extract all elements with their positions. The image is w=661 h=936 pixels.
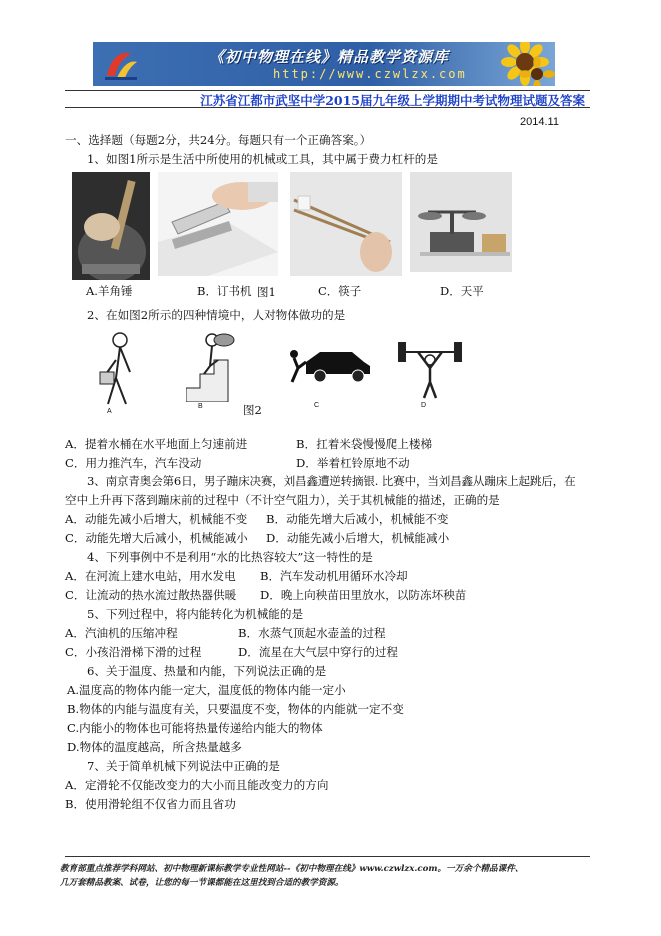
section-heading: 一、选择题（每题2分，共24分。每题只有一个正确答案。）: [65, 133, 372, 147]
q1-caption-d: D．天平: [440, 284, 484, 298]
figure-balance: [410, 172, 512, 272]
q1-caption-b: B．订书机: [197, 284, 252, 298]
q1-caption-c: C．筷子: [318, 284, 362, 298]
q3-option-a: A．动能先减小后增大，机械能不变: [65, 512, 248, 526]
q2-option-b: B．扛着米袋慢慢爬上楼梯: [296, 437, 433, 451]
question-4-stem: 4、下列事例中不是利用“水的比热容较大”这一特性的是: [87, 550, 373, 564]
q4-option-d: D．晚上向秧苗田里放水，以防冻坏秧苗: [260, 588, 467, 602]
q5-option-d: D．流星在大气层中穿行的过程: [238, 645, 399, 659]
footer-line-1: 教育部重点推荐学科网站、初中物理新课标教学专业性网站--《初中物理在线》www.czwlzx.com。一万余个精品课件、: [60, 864, 524, 874]
q2-panel-letter-a: A: [107, 408, 112, 415]
q2-figure-label: 图2: [243, 403, 262, 417]
q1-caption-a: A.羊角锤: [86, 284, 133, 298]
question-2-stem: 2、在如图2所示的四种情境中，人对物体做功的是: [87, 308, 346, 322]
question-5-stem: 5、下列过程中，将内能转化为机械能的是: [87, 607, 304, 621]
q5-option-c: C．小孩沿滑梯下滑的过程: [65, 645, 202, 659]
question-6-stem: 6、关于温度、热量和内能，下列说法正确的是: [87, 664, 327, 678]
q3-option-d: D．动能先减小后增大，机械能减小: [266, 531, 450, 545]
q2-option-d: D．举着杠铃原地不动: [296, 456, 410, 470]
header-banner: [93, 42, 555, 86]
q2-option-c: C．用力推汽车，汽车没动: [65, 456, 202, 470]
q2-option-a: A．提着水桶在水平地面上匀速前进: [65, 437, 248, 451]
hammer-photo-icon: [72, 172, 150, 280]
q6-option-d: D.物体的温度越高，所含热量越多: [67, 740, 242, 754]
figure-2b-climbing-stairs: [186, 332, 246, 402]
q7-option-a: A．定滑轮不仅能改变力的大小而且能改变力的方向: [65, 778, 329, 792]
figure-2d-holding-barbell: [396, 340, 464, 400]
banner-url[interactable]: http://www.czwlzx.com: [273, 67, 467, 81]
footer-line-2: 几万套精品教案、试卷，让您的每一节课都能在这里找到合适的教学资源。: [60, 878, 344, 888]
exam-date: 2014.11: [520, 116, 559, 128]
q1-figure-label: 图1: [257, 285, 276, 299]
chopsticks-photo-icon: [290, 172, 402, 276]
balance-photo-icon: [410, 172, 512, 272]
question-3-stem-line-1: 3、南京青奥会第6日，男子蹦床决赛，刘昌鑫遭逆转摘银. 比赛中，当刘昌鑫从蹦床上起跳后，在: [87, 474, 576, 488]
sunflower-icon: [519, 56, 555, 86]
q4-option-c: C．让流动的热水流过散热器供暖: [65, 588, 237, 602]
q7-option-b: B．使用滑轮组不仅省力而且省功: [65, 797, 236, 811]
figure-stapler: [158, 172, 278, 276]
q2-panel-letter-c: C: [314, 402, 320, 409]
stapler-photo-icon: [158, 172, 278, 276]
figure-2c-pushing-car: [286, 344, 372, 384]
document-title: 江苏省江都市武坚中学2015届九年级上学期期中考试物理试题及答案: [200, 93, 585, 108]
banner-title: 《初中物理在线》精品教学资源库: [209, 48, 450, 66]
site-logo-icon: [101, 46, 141, 82]
q6-option-c: C.内能小的物体也可能将热量传递给内能大的物体: [67, 721, 323, 735]
q3-option-b: B．动能先增大后减小，机械能不变: [266, 512, 449, 526]
q6-option-b: B.物体的内能与温度有关，只要温度不变，物体的内能就一定不变: [67, 702, 404, 716]
q6-option-a: A.温度高的物体内能一定大，温度低的物体内能一定小: [67, 683, 346, 697]
q3-option-c: C．动能先增大后减小，机械能减小: [65, 531, 248, 545]
figure-chopsticks: [290, 172, 402, 276]
footer-rule: [65, 856, 590, 857]
q2-panel-letter-d: D: [421, 402, 427, 409]
q5-option-a: A．汽油机的压缩冲程: [65, 626, 178, 640]
q4-option-a: A．在河流上建水电站，用水发电: [65, 569, 236, 583]
figure-claw-hammer: [72, 172, 150, 280]
q2-panel-letter-b: B: [198, 403, 203, 410]
figure-2a-carrying-bucket: [96, 330, 144, 420]
question-3-stem-line-2: 空中上升再下落到蹦床前的过程中（不计空气阻力），关于其机械能的描述，正确的是: [65, 493, 500, 507]
question-7-stem: 7、关于简单机械下列说法中正确的是: [87, 759, 280, 773]
q5-option-b: B．水蒸气顶起水壶盖的过程: [238, 626, 386, 640]
q4-option-b: B．汽车发动机用循环水冷却: [260, 569, 408, 583]
question-1-stem: 1、如图1所示是生活中所使用的机械或工具，其中属于费力杠杆的是: [87, 152, 438, 166]
header-rule-bottom: [65, 107, 590, 108]
